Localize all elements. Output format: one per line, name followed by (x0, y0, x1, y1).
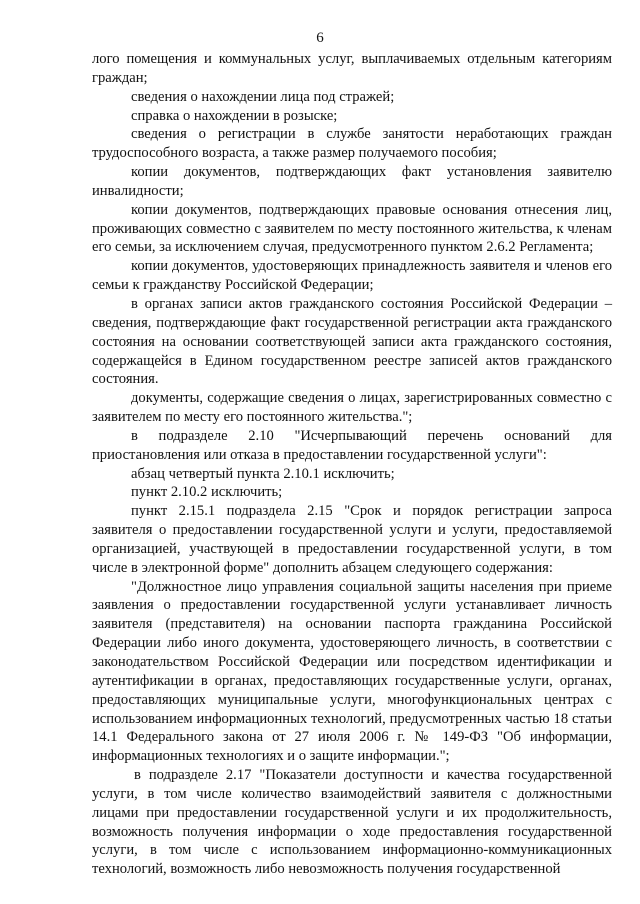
paragraph-family-members-documents: копии документов, подтверждающих правовые основания отнесения лиц, проживающих совместно с заявителем по месту постоянного жительства, к членам его семьи, за исключением случая, предусмотренного пунктом 2.6.2 Регламента; (92, 201, 612, 256)
paragraph-subsection-2-15: пункт 2.15.1 подраздела 2.15 "Срок и порядок регистрации запроса заявителя о предоставлении государственной услуги и услуги, предоставляемой организацией, участвующей в предоставлении государственной услуги, в том числе в электронной форме" дополнить абзацем следующего содержания: (92, 503, 612, 576)
paragraph-exclude-2-10-2: пункт 2.10.2 исключить; (131, 484, 283, 501)
paragraph-civil-registry: в органах записи актов гражданского состояния Российской Федерации – сведения, подтверждающие факт государственной регистрации акта гражданского состояния на основании соответствующей записи акта гражданского состояния, содержащейся в Едином государственном реестре записей актов гражданского состояния. (92, 295, 612, 388)
paragraph-wanted-certificate: справка о нахождении в розыске; (131, 107, 338, 124)
paragraph-disability-documents: копии документов, подтверждающих факт установления заявителю инвалидности; (92, 164, 612, 199)
paragraph-citizenship-documents: копии документов, удостоверяющих принадлежность заявителя и членов его семьи к гражданству Российской Федерации; (92, 258, 612, 294)
page-number: 6 (316, 30, 324, 46)
paragraph-custody-info: сведения о нахождении лица под стражей; (131, 88, 395, 105)
paragraph-utilities: лого помещения и коммунальных услуг, выплачиваемых отдельным категориям граждан; (92, 51, 612, 86)
paragraph-registered-persons: документы, содержащие сведения о лицах, зарегистрированных совместно с заявителем по месту его постоянного жительства."; (92, 390, 612, 426)
paragraph-exclude-2-10-1: абзац четвертый пункта 2.10.1 исключить; (131, 465, 395, 482)
paragraph-subsection-2-10: в подразделе 2.10 "Исчерпывающий перечень оснований для приостановления или отказа в предоставлении государственной услуги": (92, 427, 612, 463)
document-body (92, 50, 612, 879)
paragraph-identity-verification: "Должностное лицо управления социальной защиты населения при приеме заявления о предоставлении государственной услуги устанавливает личность заявителя (представителя) на основании паспорта гражданина Российской Федерации либо иного документа, удостоверяющего личность, в соответствии с законодательством Российской Федерации или посредством идентификации и аутентификации в органах, предоставляющих государственные услуги, органах, предоставляющих муниципальные услуги, многофункциональных центрах с использованием информационных технологий, предусмотренных частью 18 статьи 14.1 Федерального закона от 27 июля 2006 г. № 149-ФЗ "Об информации, информационных технологиях и о защите информации."; (92, 578, 612, 765)
paragraph-subsection-2-17: в подразделе 2.17 "Показатели доступности и качества государственной услуги, в том числе количество взаимодействий заявителя с должностными лицами при предоставлении государственной услуги и их продолжительность, возможность получения информации о ходе предоставления государственной услуги, в том числе с использованием информационно-коммуникационных технологий, возможность либо невозможность получения государственной (92, 767, 612, 878)
paragraph-employment-registration: сведения о регистрации в службе занятости неработающих граждан трудоспособного возраста, а также размер получаемого пособия; (92, 126, 612, 162)
